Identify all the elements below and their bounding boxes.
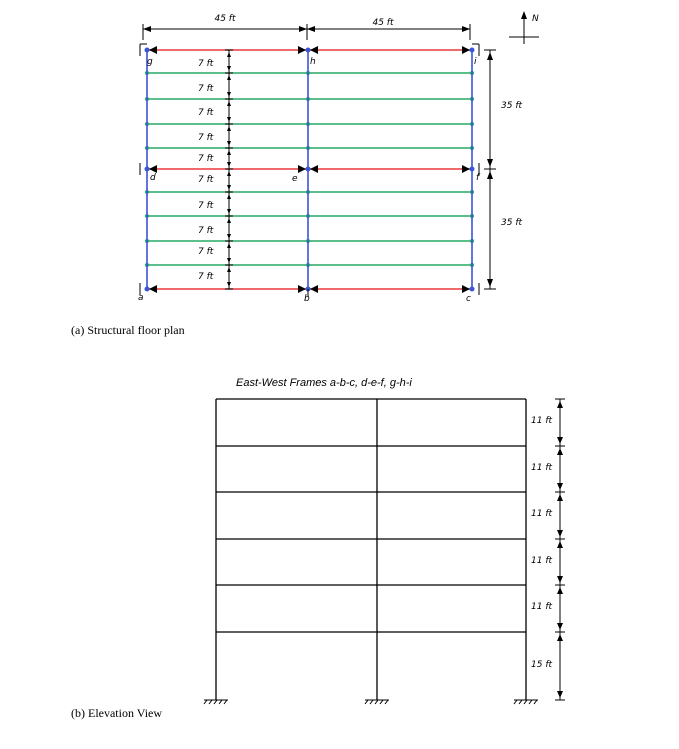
fixed-support-icon xyxy=(514,700,538,704)
joist-dim-arrow xyxy=(227,162,231,167)
story-dim-arrow xyxy=(557,530,563,537)
node-label-f: f xyxy=(476,173,480,183)
story-height-label: 11 ft xyxy=(531,416,553,426)
elevation-view xyxy=(71,377,565,720)
story-dim-arrow xyxy=(557,587,563,594)
caption-floor-plan: (a) Structural floor plan xyxy=(71,323,185,337)
column-node-d xyxy=(145,167,150,172)
joist-spacing-label: 7 ft xyxy=(198,226,214,236)
joist-dim-arrow xyxy=(227,243,231,248)
story-height-label: 11 ft xyxy=(531,463,553,473)
story-dim-arrow xyxy=(557,494,563,501)
joist-dim-arrow xyxy=(227,101,231,106)
story-dim-arrow xyxy=(557,623,563,630)
column-node-e xyxy=(306,167,311,172)
story-height-label: 11 ft xyxy=(531,602,553,612)
joist-dim-arrow xyxy=(227,234,231,239)
north-arrow xyxy=(509,11,539,44)
story-height-dimension xyxy=(531,399,565,700)
node-labels xyxy=(138,57,481,304)
node-label-g: g xyxy=(147,57,153,67)
right-dim-arrow xyxy=(487,52,493,60)
connection-triangle-icon xyxy=(310,165,318,173)
node-label-e: e xyxy=(292,174,298,184)
node-label-c: c xyxy=(466,294,471,304)
top-dim-label-right: 45 ft xyxy=(372,18,394,28)
joist-spacing-label: 7 ft xyxy=(198,154,214,164)
joist-spacing-label: 7 ft xyxy=(198,59,214,69)
connection-triangle-icon xyxy=(298,46,306,54)
joist-dim-arrow xyxy=(227,209,231,214)
connection-triangle-icon xyxy=(310,285,318,293)
joist-dim-arrow xyxy=(227,126,231,131)
right-dim-arrow xyxy=(487,279,493,287)
story-height-label: 11 ft xyxy=(531,509,553,519)
joist-dim-arrow xyxy=(227,75,231,80)
right-dim-arrow xyxy=(487,171,493,179)
floor-plan xyxy=(71,11,539,337)
node-label-b: b xyxy=(304,294,310,304)
frame xyxy=(216,399,526,700)
joist-spacing-label: 7 ft xyxy=(198,247,214,257)
story-dim-arrow xyxy=(557,634,563,641)
connection-triangle-icon xyxy=(149,46,157,54)
elevation-title: East-West Frames a-b-c, d-e-f, g-h-i xyxy=(236,377,412,389)
fixed-supports xyxy=(204,700,538,704)
joist-dim-arrow xyxy=(227,92,231,97)
node-label-d: d xyxy=(150,173,156,183)
joist-dim-arrow xyxy=(227,194,231,199)
right-dim-label-top: 35 ft xyxy=(501,101,523,111)
connection-triangle-icon xyxy=(462,165,470,173)
joist-spacing-label: 7 ft xyxy=(198,133,214,143)
column-node-f xyxy=(470,167,475,172)
story-dim-arrow xyxy=(557,401,563,408)
top-dim-arrow xyxy=(462,26,470,32)
joist-dim-arrow xyxy=(227,117,231,122)
right-dimension xyxy=(484,50,522,289)
joist-dim-arrow xyxy=(227,258,231,263)
connection-triangle-icon xyxy=(462,46,470,54)
right-dim-label-bottom: 35 ft xyxy=(501,218,523,228)
joist-dim-arrow xyxy=(227,52,231,57)
story-dim-arrow xyxy=(557,448,563,455)
column-node-h xyxy=(306,48,311,53)
joist-spacing-label: 7 ft xyxy=(198,175,214,185)
story-dim-arrow xyxy=(557,437,563,444)
column-node-a xyxy=(145,287,150,292)
joist-spacing-label: 7 ft xyxy=(198,201,214,211)
north-arrow-head-icon xyxy=(521,11,527,19)
connection-triangle-icon xyxy=(149,165,157,173)
top-dimension xyxy=(143,14,470,40)
top-dim-arrow xyxy=(299,26,307,32)
joist-dim-arrow xyxy=(227,282,231,287)
column-node-g xyxy=(145,48,150,53)
joist-dim-arrow xyxy=(227,141,231,146)
joist-spacing-label: 7 ft xyxy=(198,108,214,118)
story-dim-arrow xyxy=(557,541,563,548)
node-label-i: i xyxy=(474,57,477,67)
joist-dim-arrow xyxy=(227,150,231,155)
connection-triangle-icon xyxy=(149,285,157,293)
joist-dim-arrow xyxy=(227,267,231,272)
connection-triangle-icon xyxy=(298,165,306,173)
story-height-label: 15 ft xyxy=(531,660,553,670)
right-dim-arrow xyxy=(487,159,493,167)
node-label-h: h xyxy=(310,57,316,67)
top-dim-label-left: 45 ft xyxy=(214,14,236,24)
story-height-label: 11 ft xyxy=(531,556,553,566)
connection-triangle-icon xyxy=(298,285,306,293)
top-dim-arrow xyxy=(307,26,315,32)
joist-dim-arrow xyxy=(227,218,231,223)
story-dim-arrow xyxy=(557,483,563,490)
story-dim-arrow xyxy=(557,691,563,698)
connection-triangle-icon xyxy=(310,46,318,54)
north-label: N xyxy=(532,14,539,24)
joist-spacing-label: 7 ft xyxy=(198,272,214,282)
top-dim-arrow xyxy=(143,26,151,32)
node-label-a: a xyxy=(138,293,144,303)
caption-elevation-view: (b) Elevation View xyxy=(71,706,163,720)
fixed-support-icon xyxy=(365,700,389,704)
story-dim-arrow xyxy=(557,576,563,583)
joist-spacing-label: 7 ft xyxy=(198,84,214,94)
fixed-support-icon xyxy=(204,700,228,704)
joist-dim-arrow xyxy=(227,66,231,71)
joist-dim-arrow xyxy=(227,171,231,176)
column-node-c xyxy=(470,287,475,292)
joist-dim-arrow xyxy=(227,185,231,190)
column-node-i xyxy=(470,48,475,53)
connection-triangle-icon xyxy=(462,285,470,293)
